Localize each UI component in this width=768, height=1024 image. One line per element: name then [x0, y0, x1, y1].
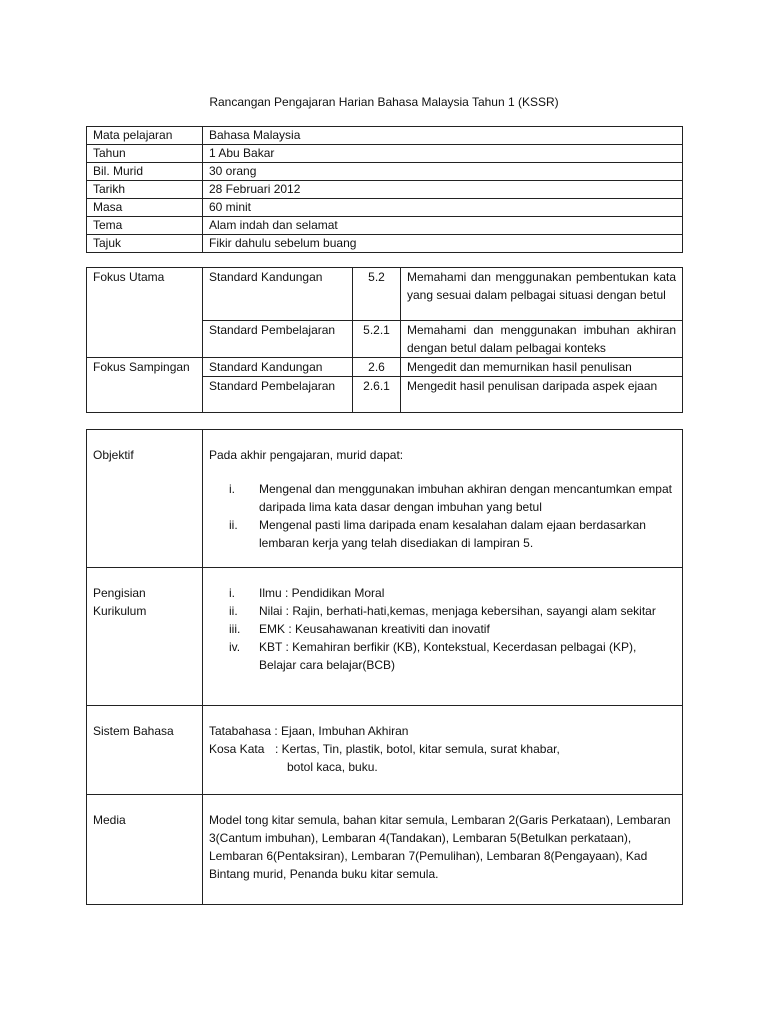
table-row	[87, 127, 683, 145]
objektif-list	[209, 480, 676, 552]
sistem-label: Sistem Bahasa	[87, 706, 203, 795]
sistem-content	[203, 706, 683, 795]
pengisian-list	[209, 584, 676, 674]
fokus-type: Standard Pembelajaran	[203, 377, 353, 413]
info-value: 60 minit	[203, 199, 683, 217]
info-value: Alam indah dan selamat	[203, 217, 683, 235]
fokus-utama-label: Fokus Utama	[87, 268, 203, 358]
table-row	[87, 268, 683, 321]
tatabahasa-line: Tatabahasa : Ejaan, Imbuhan Akhiran	[209, 724, 409, 738]
table-row	[87, 217, 683, 235]
list-number: ii.	[229, 604, 238, 618]
info-label: Tajuk	[87, 235, 203, 253]
info-value: 28 Februari 2012	[203, 181, 683, 199]
media-label: Media	[87, 795, 203, 905]
list-number: ii.	[229, 518, 238, 532]
list-item	[209, 638, 676, 674]
table-row	[87, 235, 683, 253]
table-row	[87, 163, 683, 181]
list-text: EMK : Keusahawanan kreativiti dan inovatif	[259, 622, 490, 636]
fokus-desc: Memahami dan menggunakan pembentukan kata yang sesuai dalam pelbagai situasi dengan betul	[401, 268, 683, 321]
objektif-row	[87, 430, 683, 568]
page-title: Rancangan Pengajaran Harian Bahasa Malaysia Tahun 1 (KSSR)	[209, 95, 559, 109]
table-row	[87, 199, 683, 217]
info-label: Tema	[87, 217, 203, 235]
list-item	[209, 584, 676, 602]
fokus-type: Standard Kandungan	[203, 268, 353, 321]
list-number: iv.	[229, 640, 241, 654]
list-item	[209, 480, 676, 516]
pengisian-content	[203, 568, 683, 706]
info-value: Fikir dahulu sebelum buang	[203, 235, 683, 253]
list-number: i.	[229, 482, 235, 496]
details-table	[86, 429, 683, 905]
list-number: i.	[229, 586, 235, 600]
table-row	[87, 145, 683, 163]
list-number: iii.	[229, 622, 241, 636]
fokus-code: 2.6	[353, 358, 401, 377]
info-label: Bil. Murid	[87, 163, 203, 181]
list-item	[209, 620, 676, 638]
fokus-type: Standard Kandungan	[203, 358, 353, 377]
pengisian-row	[87, 568, 683, 706]
table-row	[87, 358, 683, 377]
fokus-table	[86, 267, 683, 413]
info-label: Masa	[87, 199, 203, 217]
fokus-type: Standard Pembelajaran	[203, 321, 353, 358]
fokus-sampingan-label: Fokus Sampingan	[87, 358, 203, 413]
list-text: Ilmu : Pendidikan Moral	[259, 586, 385, 600]
info-label: Tahun	[87, 145, 203, 163]
fokus-desc: Mengedit hasil penulisan daripada aspek ejaan	[401, 377, 683, 413]
fokus-code: 5.2	[353, 268, 401, 321]
pengisian-label: Pengisian Kurikulum	[87, 568, 203, 706]
kosa-kata-text: : Kertas, Tin, plastik, botol, kitar semula, surat khabar,	[275, 742, 560, 756]
kosa-kata-line	[209, 740, 676, 758]
objektif-label: Objektif	[87, 430, 203, 568]
fokus-desc: Mengedit dan memurnikan hasil penulisan	[401, 358, 683, 377]
info-value: 30 orang	[203, 163, 683, 181]
list-item	[209, 602, 676, 620]
list-item	[209, 516, 676, 552]
list-text: Mengenal dan menggunakan imbuhan akhiran dengan mencantumkan empat daripada lima kata dasar dengan imbuhan yang betul	[259, 482, 672, 514]
fokus-desc: Memahami dan menggunakan imbuhan akhiran dengan betul dalam pelbagai konteks	[401, 321, 683, 358]
info-label: Mata pelajaran	[87, 127, 203, 145]
info-value: 1 Abu Bakar	[203, 145, 683, 163]
table-row	[87, 181, 683, 199]
list-text: Mengenal pasti lima daripada enam kesalahan dalam ejaan berdasarkan lembaran kerja yang telah disediakan di lampiran 5.	[259, 518, 646, 550]
media-row	[87, 795, 683, 905]
fokus-code: 5.2.1	[353, 321, 401, 358]
info-label: Tarikh	[87, 181, 203, 199]
objektif-content	[203, 430, 683, 568]
kosa-kata-label: Kosa Kata	[209, 742, 265, 756]
info-table	[86, 126, 683, 253]
objektif-intro: Pada akhir pengajaran, murid dapat:	[209, 448, 404, 462]
list-text: Nilai : Rajin, berhati-hati,kemas, menjaga kebersihan, sayangi alam sekitar	[259, 604, 656, 618]
list-text: KBT : Kemahiran berfikir (KB), Kontekstual, Kecerdasan pelbagai (KP), Belajar cara belajar(BCB)	[259, 640, 637, 672]
fokus-code: 2.6.1	[353, 377, 401, 413]
info-value: Bahasa Malaysia	[203, 127, 683, 145]
sistem-row	[87, 706, 683, 795]
media-text: Model tong kitar semula, bahan kitar semula, Lembaran 2(Garis Perkataan), Lembaran 3(Cantum imbuhan), Lembaran 4(Tandakan), Lembaran 5(Betulkan perkataan), Lembaran 6(Pentaksiran), Lembaran 7(Pemulihan), Lembaran 8(Pengayaan), Kad Bintang murid, Penanda buku kitar semula.	[203, 795, 683, 905]
kosa-kata-continued: botol kaca, buku.	[287, 760, 378, 774]
